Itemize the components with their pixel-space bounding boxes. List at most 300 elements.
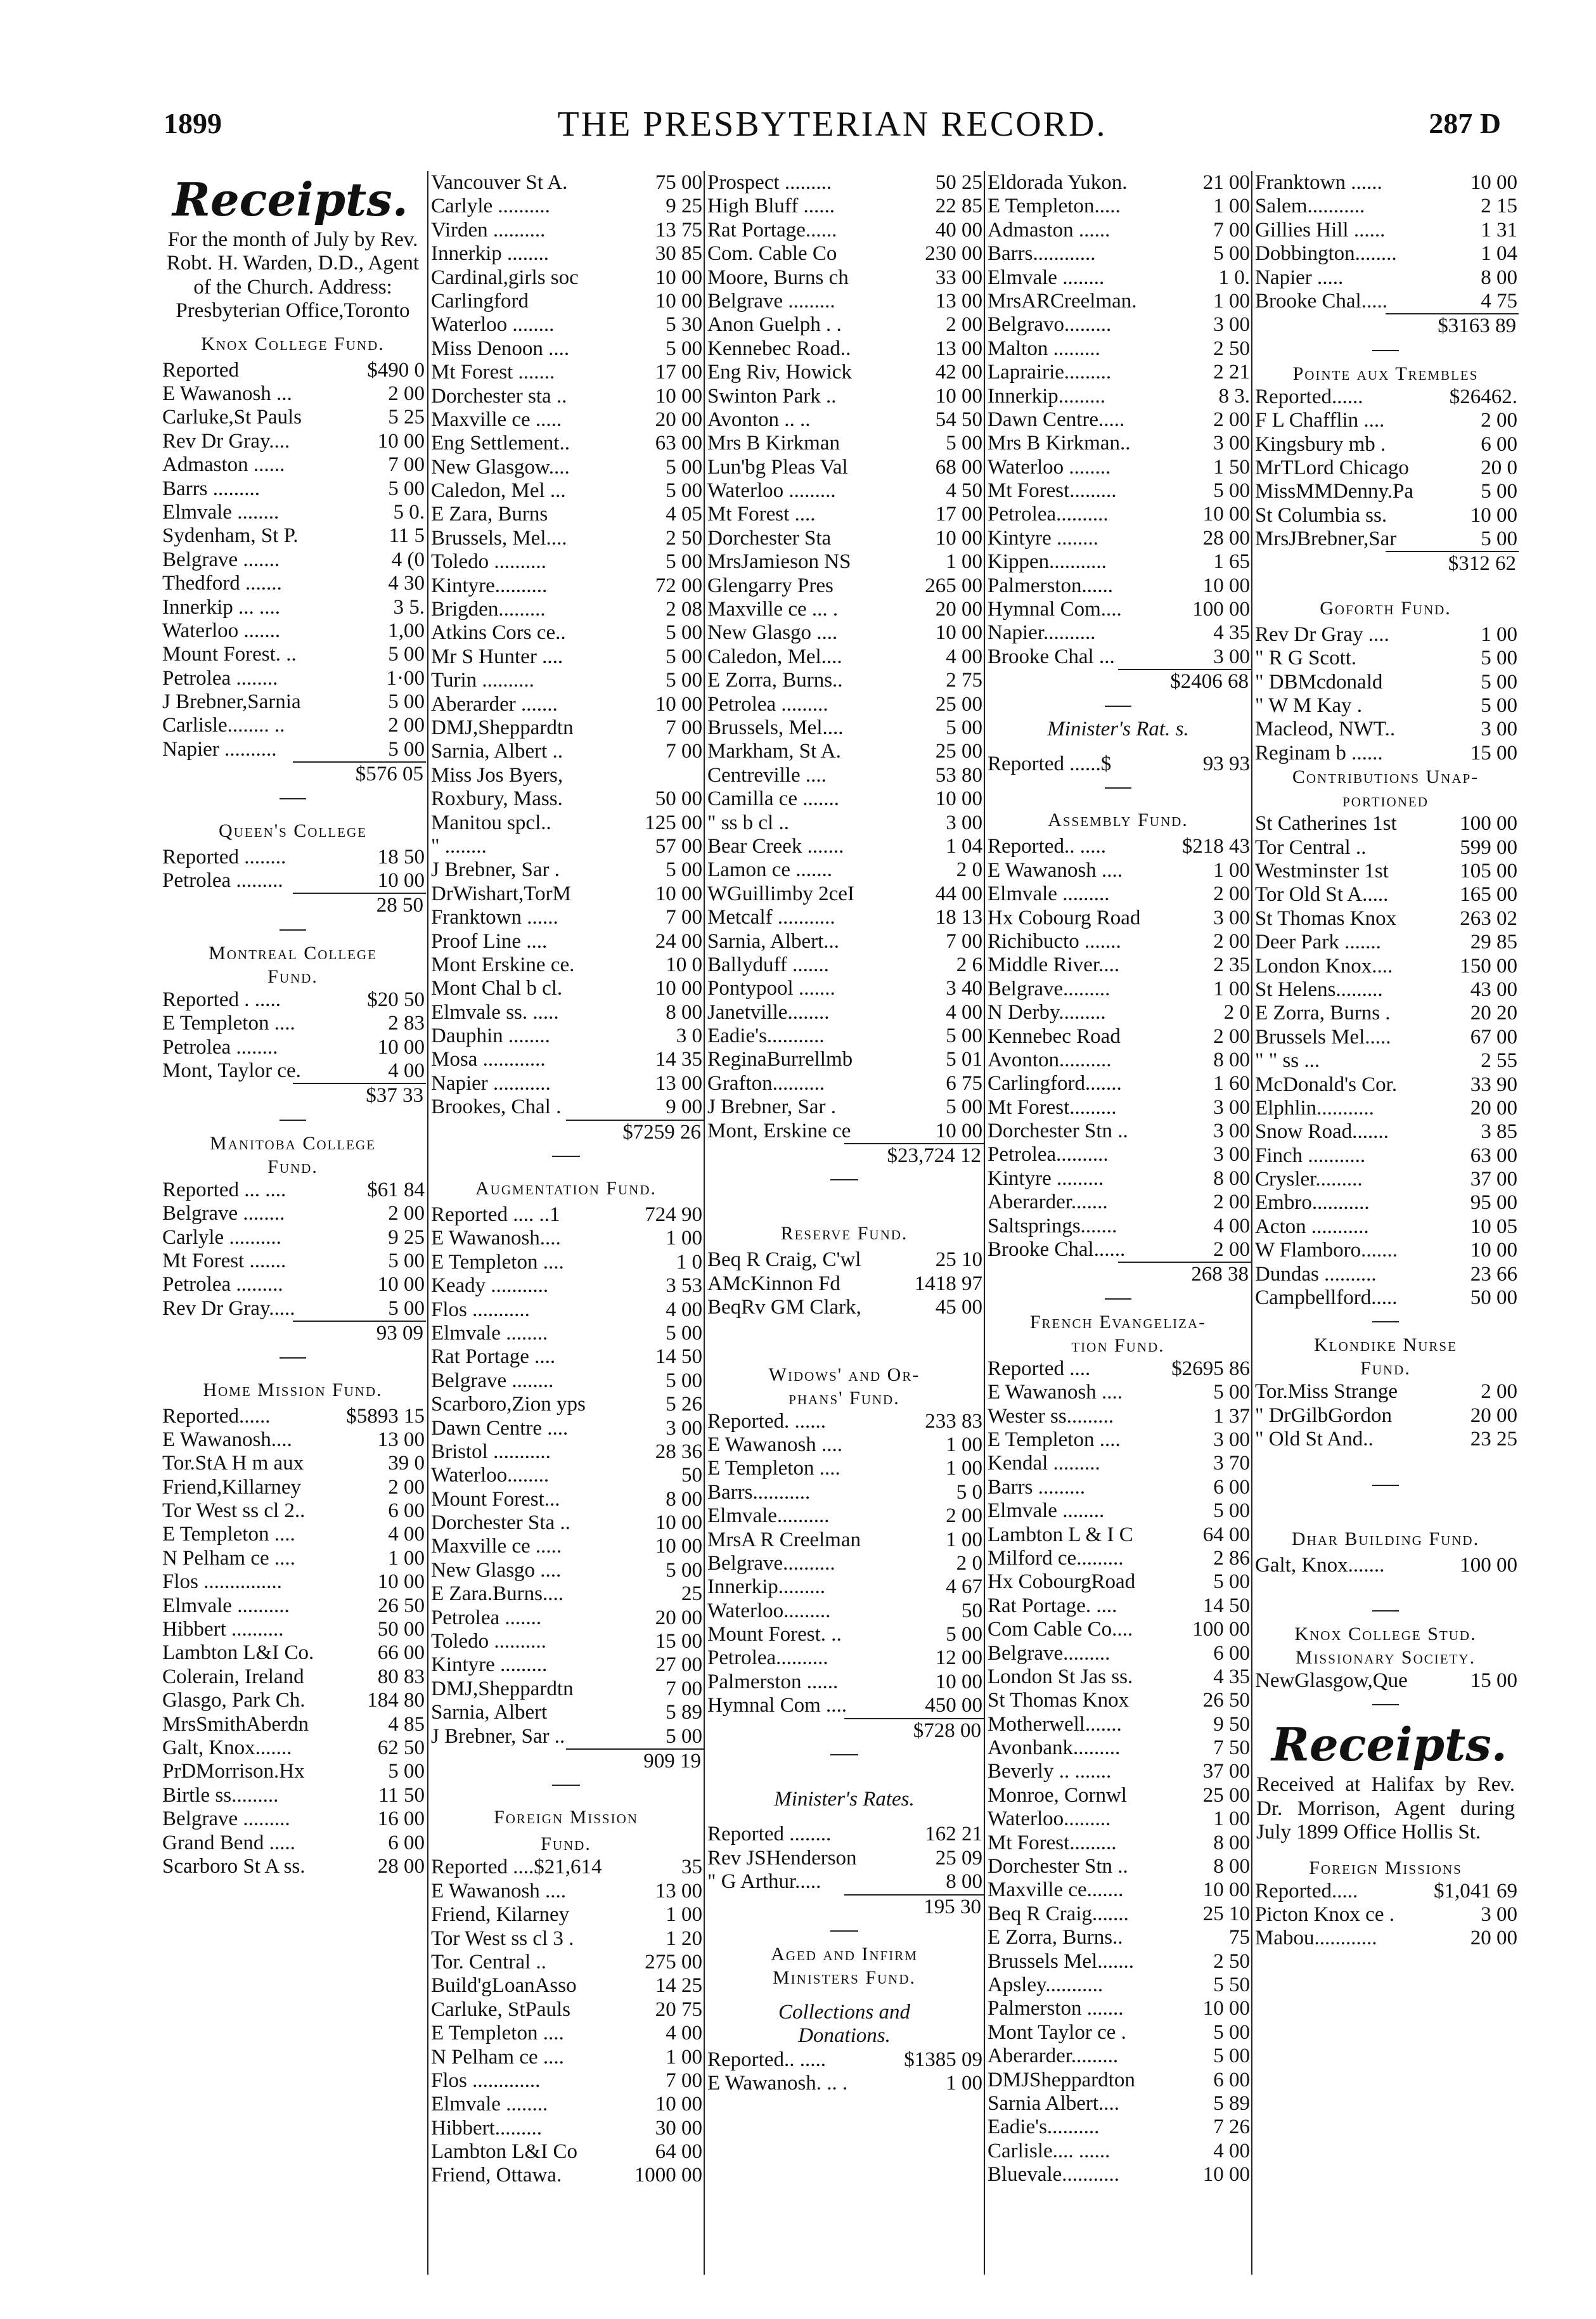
receipt-line (985, 1760, 1251, 1783)
amount: 1 00 (1213, 977, 1250, 1000)
amount: 4 00 (666, 1298, 702, 1321)
receipt-line (428, 930, 704, 953)
donor-name: DMJ,Sheppardtn (431, 1677, 574, 1700)
amount: 13 00 (935, 337, 982, 360)
donor-name: E Templeton .... (988, 1428, 1121, 1451)
donor-name: Maxville ce ..... (431, 1535, 562, 1558)
receipt-line (160, 1523, 426, 1546)
donor-name: " G Arthur..... (707, 1870, 821, 1894)
donor-name: Dundas .......... (1255, 1262, 1377, 1286)
donor-name: E Wawanosh .... (431, 1879, 567, 1902)
donor-name: Petrolea ......... (707, 692, 828, 716)
donor-name: Mt Forest ....... (431, 361, 555, 384)
receipt-line (985, 953, 1251, 977)
amount: 20 0 (1481, 456, 1517, 479)
donor-name: Tor.Miss Strange (1255, 1380, 1398, 1404)
receipt-line (428, 1393, 704, 1416)
donor-name: Reported. ...... (707, 1409, 826, 1433)
donor-name: McDonald's Cor. (1255, 1073, 1398, 1096)
amount: $1385 09 (904, 2048, 982, 2071)
receipt-line (428, 266, 704, 290)
amount: 10 00 (377, 1035, 425, 1059)
fund-total: $23,724 12 (844, 1143, 984, 1168)
amount: 5 00 (666, 669, 702, 692)
receipt-line (705, 408, 984, 432)
donor-name: Dorchester Sta .. (431, 1511, 570, 1535)
receipt-line (705, 385, 984, 408)
donor-name: Elmvale ........ (162, 500, 280, 524)
receipt-line (428, 361, 704, 384)
amount: 1 00 (946, 1433, 982, 1456)
receipt-line (160, 1807, 426, 1831)
receipt-line (160, 1594, 426, 1618)
spacer (985, 741, 1251, 753)
receipt-line (1252, 907, 1519, 931)
amount: 28 36 (655, 1440, 702, 1463)
donor-name: E Zara.Burns.... (431, 1582, 563, 1606)
receipt-line (705, 1847, 984, 1870)
donor-name: Scarboro St A ss. (162, 1854, 306, 1878)
receipt-line (1252, 409, 1519, 432)
receipt-line (705, 1575, 984, 1599)
donor-name: Dobbington........ (1255, 242, 1397, 266)
donor-name: Innerkip ... .... (162, 595, 281, 619)
amount: 7 00 (666, 2069, 702, 2092)
amount: 100 00 (1192, 1618, 1250, 1641)
donor-name: Brooke Chal...... (988, 1238, 1126, 1262)
donor-name: Caledon, Mel ... (431, 479, 566, 503)
donor-name: Beverly .. ....... (988, 1760, 1112, 1783)
amount: 2 00 (1213, 1191, 1250, 1214)
donor-name: Tor. Central .. (431, 1950, 546, 1973)
donor-name: Lamon ce ....... (707, 858, 833, 882)
receipt-line (705, 716, 984, 740)
amount: 20 00 (1470, 1096, 1517, 1120)
spacer (1252, 1845, 1519, 1856)
receipt-line (985, 598, 1251, 621)
receipt-line (985, 645, 1251, 669)
receipt-line (985, 1428, 1251, 1452)
amount: 5 00 (946, 1623, 982, 1646)
receipt-line (160, 1736, 426, 1760)
donor-name: Innerkip......... (707, 1575, 826, 1599)
receipt-line (1252, 433, 1519, 456)
amount: 2 00 (1481, 1380, 1517, 1404)
donor-name: Birtle ss......... (162, 1783, 279, 1807)
donor-name: Tor.StA H m aux (162, 1452, 304, 1475)
receipt-line (985, 1523, 1251, 1547)
amount: 10 00 (655, 384, 702, 408)
amount: 20 00 (655, 1606, 702, 1629)
receipt-line (428, 242, 704, 266)
donor-name: Barrs............ (988, 242, 1096, 266)
donor-name: Belgrave ......... (162, 1807, 290, 1831)
donor-name: Innerkip ........ (431, 242, 550, 266)
donor-name: Palmerston ...... (707, 1670, 839, 1693)
donor-name: Lambton L & I C (988, 1523, 1133, 1546)
amount: 26 50 (377, 1594, 425, 1617)
amount: 13 00 (655, 1879, 702, 1902)
receipt-line (1252, 978, 1519, 1002)
receipt-line (985, 1926, 1251, 1949)
amount: 30 85 (655, 242, 702, 266)
amount: 100 00 (1192, 598, 1250, 621)
amount: 5 00 (1213, 1381, 1250, 1404)
section-divider (160, 787, 426, 810)
receipts-heading: Receipts. (172, 172, 408, 226)
fund-total: $37 33 (293, 1083, 426, 1108)
receipt-line (428, 2117, 704, 2140)
receipt-line (705, 171, 984, 195)
fund-heading: portioned (1342, 790, 1429, 811)
receipt-line (428, 740, 704, 763)
amount: 3 0 (676, 1024, 702, 1048)
amount: 7 00 (666, 716, 702, 739)
donor-name: Napier.......... (988, 621, 1096, 645)
donor-name: Manitou spcl.. (431, 811, 551, 834)
fund-heading: tion Fund. (1071, 1334, 1165, 1356)
donor-name: Barrs ......... (162, 477, 260, 500)
receipt-line (428, 1927, 704, 1951)
amount: 2 50 (1213, 337, 1250, 360)
donor-name: N Pelham ce .... (162, 1546, 295, 1570)
spacer (1252, 1577, 1519, 1599)
receipt-line (160, 1012, 426, 1035)
donor-name: E Wawanosh.... (162, 1428, 292, 1451)
column-2-list (428, 171, 704, 2188)
donor-name: E Wawanosh ... (162, 382, 292, 406)
receipt-line (1252, 1002, 1519, 1025)
amount: 7 00 (666, 1677, 702, 1700)
donor-name: W Flamboro....... (1255, 1239, 1398, 1262)
donor-name: " R G Scott. (1255, 647, 1357, 670)
amount: 5 00 (666, 455, 702, 479)
donor-name: " DrGilbGordon (1255, 1404, 1393, 1427)
receipt-line (705, 977, 984, 1000)
receipt-line (160, 1641, 426, 1665)
receipt-line (160, 667, 426, 690)
amount: 95 00 (1470, 1191, 1517, 1215)
receipt-line (428, 1369, 704, 1393)
amount: 1000 00 (634, 2164, 702, 2187)
receipt-line (705, 835, 984, 858)
receipt-line (160, 548, 426, 572)
receipt-line (985, 313, 1251, 337)
donor-name: PrDMorrison.Hx (162, 1760, 305, 1783)
spacer (705, 1191, 984, 1213)
receipt-line (1252, 195, 1519, 218)
receipt-line (160, 1855, 426, 1878)
receipt-line (985, 1784, 1251, 1807)
amount: 21 00 (1202, 171, 1250, 194)
receipt-line (428, 527, 704, 550)
amount: 6 00 (388, 1499, 425, 1523)
receipt-line (705, 882, 984, 906)
receipt-line (1252, 290, 1519, 313)
amount: 18 13 (935, 906, 982, 929)
receipt-line (985, 1950, 1251, 1973)
receipt-line (1252, 718, 1519, 741)
section-divider (1252, 1473, 1519, 1497)
section-divider (1252, 1599, 1519, 1622)
amount: 20 00 (1470, 1927, 1517, 1950)
amount: 2 86 (1213, 1546, 1250, 1570)
donor-name: Palmerston...... (988, 574, 1113, 597)
amount: 11 50 (378, 1783, 425, 1807)
amount: 10 00 (377, 1273, 425, 1296)
donor-name: Waterloo ........ (431, 313, 555, 337)
receipt-line (428, 2022, 704, 2045)
receipt-line (428, 432, 704, 455)
donor-name: N Derby......... (988, 1001, 1106, 1024)
amount: 10 00 (935, 384, 982, 408)
receipt-line (428, 2164, 704, 2187)
receipt-line (428, 1630, 704, 1653)
amount: 125 00 (645, 811, 702, 834)
donor-name: Miss Denoon .... (431, 337, 570, 360)
amount: 8 00 (666, 1487, 702, 1511)
receipt-line (705, 1120, 984, 1143)
receipt-line (160, 1784, 426, 1807)
fund-heading: Knox College Stud. (1294, 1623, 1477, 1644)
receipt-line (428, 1048, 704, 1071)
receipt-line (705, 858, 984, 882)
amount: 2 00 (1213, 408, 1250, 431)
donor-name: Kennebec Road (988, 1024, 1121, 1048)
donor-name: E Wawanosh .... (988, 1381, 1123, 1404)
receipt-line (985, 1689, 1251, 1712)
amount: 72 00 (655, 574, 702, 597)
receipt-line (428, 1951, 704, 1974)
donor-name: Janetville........ (707, 1000, 830, 1024)
receipt-line (705, 1433, 984, 1457)
donor-name: Mabou............ (1255, 1927, 1377, 1950)
subheading: Minister's Rates. (774, 1788, 915, 1811)
receipt-line (985, 195, 1251, 218)
amount: 4 05 (666, 503, 702, 526)
amount: 5 00 (388, 690, 425, 714)
receipt-line (985, 1594, 1251, 1618)
donor-name: Petrolea.......... (707, 1646, 828, 1670)
receipt-line (985, 1902, 1251, 1926)
donor-name: Reginam b ...... (1255, 741, 1383, 765)
amount: 13 00 (935, 289, 982, 313)
receipt-line (705, 1646, 984, 1670)
amount: 10 00 (377, 429, 425, 453)
amount: 7 00 (388, 453, 425, 477)
receipt-line (985, 1997, 1251, 2020)
receipt-line (705, 242, 984, 266)
receipt-line (428, 1417, 704, 1440)
amount: 4 00 (946, 645, 982, 668)
donor-name: Mrs B Kirkman (707, 432, 840, 455)
receipt-line (985, 835, 1251, 858)
amount: 5 25 (388, 406, 425, 429)
donor-name: E Templeton .... (431, 2022, 564, 2045)
receipt-line (1252, 1168, 1519, 1191)
amount: 20 75 (655, 1998, 702, 2021)
receipt-line (160, 1452, 426, 1475)
amount: 10 00 (1202, 574, 1250, 597)
fund-heading: Home Mission Fund. (203, 1379, 383, 1400)
fund-total: $576 05 (293, 761, 426, 786)
receipt-line (705, 1296, 984, 1319)
donor-name: Tor West ss cl 3 . (431, 1927, 574, 1950)
receipt-line (985, 1096, 1251, 1120)
amount: 5 00 (1213, 479, 1250, 503)
receipt-line (428, 574, 704, 598)
section-divider (985, 1287, 1251, 1310)
amount: 1 00 (666, 2045, 702, 2069)
amount: 1 04 (1481, 242, 1517, 266)
donor-name: Beq R Craig, C'wl (707, 1248, 861, 1272)
receipt-line (160, 1036, 426, 1059)
amount: 50 00 (377, 1618, 425, 1641)
donor-name: Sarnia, Albert (431, 1701, 548, 1724)
receipt-line (705, 621, 984, 645)
receipt-line (985, 361, 1251, 384)
receipt-line (1252, 1120, 1519, 1144)
amount: 66 00 (377, 1641, 425, 1665)
receipt-line (160, 453, 426, 477)
receipt-line (1252, 1927, 1519, 1950)
receipt-line (160, 406, 426, 429)
receipt-line (985, 1665, 1251, 1689)
donor-name: MrsJamieson NS (707, 550, 851, 574)
amount: $218 43 (1181, 835, 1250, 858)
amount: 10 00 (655, 266, 702, 289)
amount: 3 00 (1213, 645, 1250, 668)
donor-name: Avonton .. .. (707, 408, 811, 431)
receipt-line (160, 1202, 426, 1225)
receipt-line (705, 1095, 984, 1119)
donor-name: Avonton.......... (988, 1048, 1112, 1071)
amount: 10 00 (1202, 1997, 1250, 2020)
donor-name: E Zorra, Burns.. (988, 1926, 1123, 1949)
amount: 37 00 (1202, 1760, 1250, 1783)
receipt-line (985, 1072, 1251, 1095)
amount: 5 00 (666, 1321, 702, 1345)
receipt-line (985, 1878, 1251, 1902)
donor-name: Petrolea ........ (162, 666, 278, 690)
amount: 1 00 (1213, 195, 1250, 218)
amount: 1 31 (1481, 218, 1517, 242)
amount: 1 00 (1481, 623, 1517, 646)
amount: 11 5 (389, 524, 425, 548)
receipt-line (985, 1191, 1251, 1214)
donor-name: Carlyle .......... (431, 195, 550, 218)
fund-heading: Fund. (267, 1156, 318, 1177)
donor-name: Carluke, StPauls (431, 1998, 570, 2021)
amount: 5 00 (946, 716, 982, 739)
donor-name: Friend,Killarney (162, 1475, 302, 1499)
receipt-line (985, 1167, 1251, 1191)
amount: 3 5. (393, 595, 425, 619)
donor-name: Lun'bg Pleas Val (707, 455, 848, 479)
donor-name: Franktown ...... (1255, 171, 1382, 194)
amount: 100 00 (1460, 1553, 1517, 1577)
amount: 5 00 (946, 1024, 982, 1048)
amount: 10 00 (655, 289, 702, 313)
receipt-line (428, 1974, 704, 1998)
amount: 25 09 (935, 1846, 982, 1870)
amount: 2 00 (1481, 409, 1517, 432)
donor-name: New Glasgo .... (707, 621, 838, 645)
page-number: 287 D (1429, 107, 1501, 139)
amount: 2 55 (1481, 1049, 1517, 1073)
donor-name: Glasgo, Park Ch. (162, 1689, 306, 1712)
donor-name: New Glasgo .... (431, 1558, 562, 1582)
receipt-line (1252, 171, 1519, 195)
amount: 724 90 (645, 1203, 702, 1227)
amount: 42 00 (935, 361, 982, 384)
amount: 10 00 (935, 1670, 982, 1693)
amount: 23 25 (1470, 1428, 1517, 1451)
receipt-line (160, 846, 426, 869)
donor-name: Aberarder ....... (431, 692, 558, 716)
amount: 1 37 (1213, 1404, 1250, 1428)
donor-name: Cardinal,girls soc (431, 266, 579, 289)
amount: 5 01 (946, 1048, 982, 1071)
amount: 3 00 (1213, 1095, 1250, 1119)
donor-name: Reported ........ (707, 1823, 832, 1846)
donor-name: E Wawanosh.... (431, 1227, 561, 1250)
amount: 2 00 (388, 714, 425, 737)
donor-name: " ........ (431, 834, 487, 858)
donor-name: Reported.. ..... (988, 835, 1106, 858)
intro-text: Received at Halifax by Rev. Dr. Morrison, Agent during July 1899 Office Hollis St. (1256, 1773, 1515, 1844)
donor-name: Mr S Hunter .... (431, 645, 563, 668)
receipt-line (428, 550, 704, 574)
receipt-line (985, 385, 1251, 408)
amount: 2 08 (666, 598, 702, 621)
amount: 14 50 (655, 1345, 702, 1369)
page-header (164, 107, 1501, 151)
donor-name: Napier .......... (162, 737, 277, 761)
section-divider (985, 694, 1251, 718)
donor-name: Laprairie......... (988, 361, 1112, 384)
receipt-line (985, 1973, 1251, 1997)
donor-name: Sarnia Albert.... (988, 2091, 1120, 2115)
receipt-line (428, 1095, 704, 1119)
donor-name: Malton ......... (988, 337, 1100, 360)
receipt-line (705, 479, 984, 503)
amount: 263 02 (1460, 907, 1517, 930)
amount: 5 00 (946, 432, 982, 455)
amount: 150 00 (1460, 954, 1517, 978)
amount: 26 50 (1202, 1689, 1250, 1712)
amount: 5 00 (388, 643, 425, 666)
amount: 50 00 (655, 787, 702, 811)
amount: 62 50 (377, 1736, 425, 1759)
amount: 8 00 (1213, 1855, 1250, 1878)
amount: 28 00 (1202, 526, 1250, 550)
spacer (705, 1989, 984, 2001)
donor-name: Kintyre ......... (431, 1653, 548, 1677)
donor-name: Reported ......$ (988, 753, 1112, 775)
fund-heading: Queen's College (219, 820, 367, 841)
amount: 8 3. (1218, 384, 1250, 408)
donor-name: E Zorra, Burns.. (707, 669, 843, 692)
amount: 7 00 (666, 740, 702, 763)
receipt-line (428, 1701, 704, 1724)
amount: 63 00 (655, 432, 702, 455)
donor-name: Grafton.......... (707, 1071, 825, 1095)
amount: 5 26 (666, 1393, 702, 1416)
receipt-line (1252, 647, 1519, 670)
receipt-line (985, 930, 1251, 953)
donor-name: Palmerston ....... (988, 1997, 1124, 2020)
